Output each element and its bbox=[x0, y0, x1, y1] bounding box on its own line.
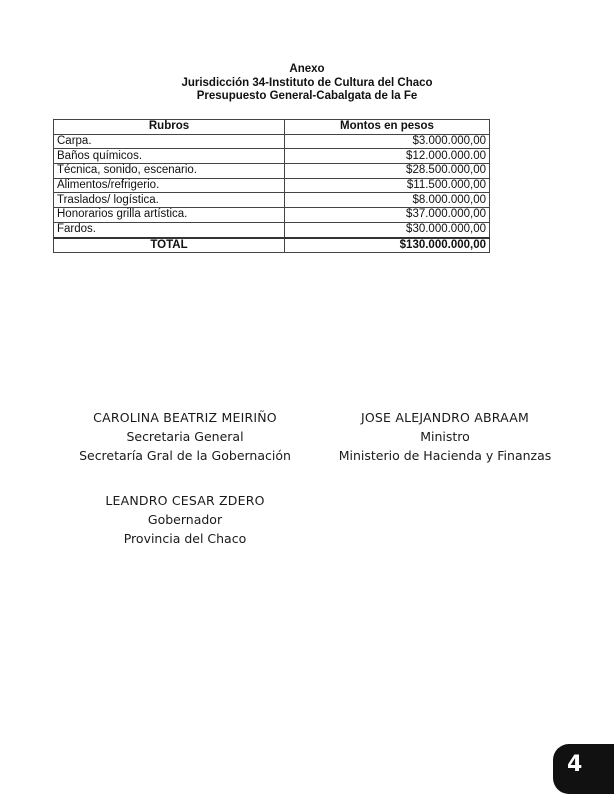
monto-cell: $11.500.000,00 bbox=[285, 178, 490, 193]
column-header-montos: Montos en pesos bbox=[285, 120, 490, 135]
signatory-role: Ministro bbox=[420, 429, 470, 444]
table-row bbox=[54, 149, 490, 164]
rubro-cell: Alimentos/refrigerio. bbox=[54, 178, 285, 193]
total-label: TOTAL bbox=[54, 238, 285, 253]
monto-cell: $3.000.000,00 bbox=[285, 134, 490, 149]
signatory-name: LEANDRO CESAR ZDERO bbox=[105, 493, 265, 508]
table-row bbox=[54, 134, 490, 149]
rubro-cell: Técnica, sonido, escenario. bbox=[54, 164, 285, 179]
total-row bbox=[54, 238, 490, 253]
signature-block-ministro bbox=[330, 408, 560, 465]
signatory-role: Gobernador bbox=[147, 512, 223, 527]
header-subtitle: Presupuesto General-Cabalgata de la Fe bbox=[196, 90, 418, 102]
monto-cell: $30.000.000,00 bbox=[285, 222, 490, 237]
total-amount: $130.000.000,00 bbox=[285, 238, 490, 253]
table-row bbox=[54, 222, 490, 237]
rubro-cell: Baños químicos. bbox=[54, 149, 285, 164]
signatory-office: Secretaría Gral de la Gobernación bbox=[79, 448, 291, 463]
table-row bbox=[54, 193, 490, 208]
signatory-name: JOSE ALEJANDRO ABRAAM bbox=[361, 410, 529, 425]
monto-cell: $12.000.000.00 bbox=[285, 149, 490, 164]
table-row bbox=[54, 208, 490, 223]
signatory-role: Secretaria General bbox=[126, 429, 244, 444]
column-header-rubros: Rubros bbox=[54, 120, 285, 135]
rubro-cell: Honorarios grilla artística. bbox=[54, 208, 285, 223]
signatory-office: Ministerio de Hacienda y Finanzas bbox=[338, 448, 552, 463]
table-row bbox=[54, 178, 490, 193]
rubro-cell: Traslados/ logística. bbox=[54, 193, 285, 208]
page-number-badge bbox=[553, 744, 614, 794]
monto-cell: $37.000.000,00 bbox=[285, 208, 490, 223]
signatory-name: CAROLINA BEATRIZ MEIRIÑO bbox=[93, 410, 277, 425]
monto-cell: $8.000.000,00 bbox=[285, 193, 490, 208]
signature-block-gobernador bbox=[70, 491, 300, 548]
rubro-cell: Fardos. bbox=[54, 222, 285, 237]
table-header-row bbox=[54, 120, 490, 135]
document-header bbox=[0, 63, 614, 104]
monto-cell: $28.500.000,00 bbox=[285, 164, 490, 179]
header-jurisdiction: Jurisdicción 34-Instituto de Cultura del Chaco bbox=[181, 76, 433, 89]
page-number: 4 bbox=[567, 752, 583, 777]
budget-table bbox=[53, 119, 490, 253]
table-row bbox=[54, 164, 490, 179]
rubro-cell: Carpa. bbox=[54, 134, 285, 149]
signatory-office: Provincia del Chaco bbox=[123, 531, 247, 546]
signature-block-secretaria bbox=[70, 408, 300, 465]
header-title: Anexo bbox=[289, 63, 325, 75]
